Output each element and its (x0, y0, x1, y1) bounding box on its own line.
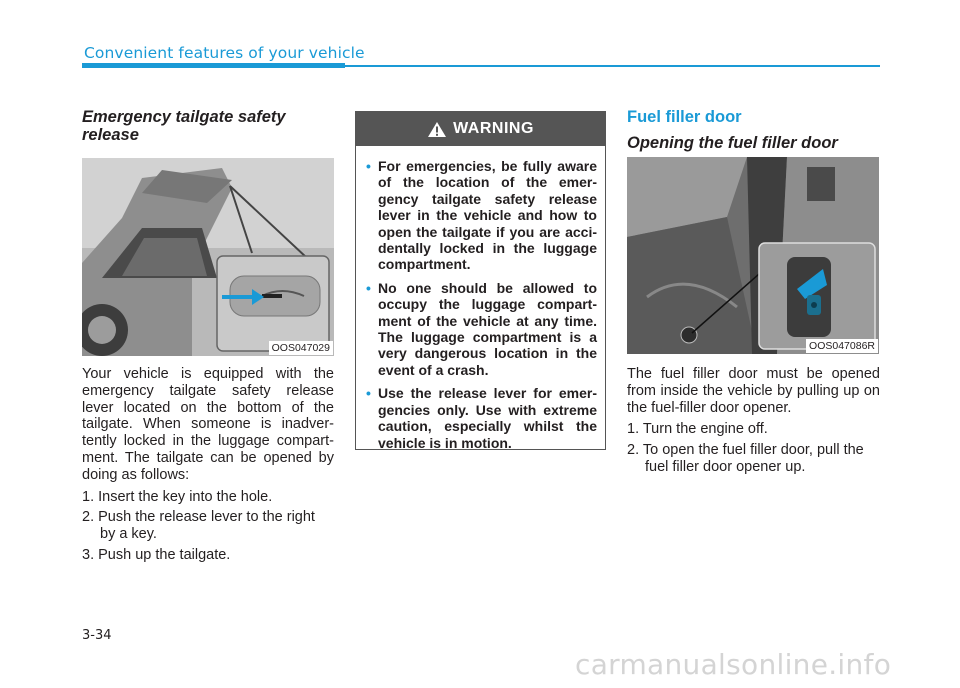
fuel-door-illustration (627, 157, 879, 354)
warning-item (366, 158, 597, 273)
page-number: 3-34 (82, 628, 112, 643)
bullet-icon: • (366, 279, 371, 296)
step-item: 3. Push up the tailgate. (82, 546, 231, 563)
figure-code: OOS047029 (269, 341, 333, 355)
bullet-icon: • (366, 385, 371, 402)
header-rule-thick (82, 63, 345, 68)
fuel-door-subheading: Opening the fuel filler door (627, 134, 838, 152)
warning-header (356, 112, 605, 146)
warning-item (366, 280, 597, 378)
right-column (627, 108, 880, 480)
fuel-door-heading: Fuel filler door (627, 108, 742, 126)
warning-title: WARNING (453, 120, 534, 137)
bullet-icon: • (366, 158, 371, 174)
fuel-door-paragraph: The fuel filler door must be opened from inside the vehicle by pulling up on the fuel-filler door opener. (627, 366, 880, 416)
section-title: Convenient features of your vehicle (84, 44, 365, 62)
warning-triangle-icon (427, 121, 447, 138)
tailgate-paragraph: Your vehicle is equipped with the emergency tailgate safety release lever located on the bottom of the tailgate. When someone is inadver-tently locked in the luggage compart-ment. The tailgate can be opened by doing as follows: (82, 366, 334, 483)
tailgate-illustration (82, 158, 334, 356)
warning-box (355, 111, 606, 450)
step-item: 1. Turn the engine off. (627, 421, 768, 438)
warning-item-text: No one should be allowed to occupy the luggage compart-ment of the vehicle at any time. The luggage compartment is a very dangerous location in the event of a crash. (378, 279, 597, 378)
warning-item (366, 385, 597, 451)
step-item: 2. To open the fuel filler door, pull the fuel filler door opener up. (627, 442, 864, 475)
figure-code: OOS047086R (806, 339, 878, 353)
tailgate-figure (82, 158, 334, 356)
fuel-door-figure (627, 157, 879, 354)
watermark: carmanualsonline.info (575, 648, 892, 681)
warning-item-text: For emergencies, be fully aware of the location of the emer-gency tailgate safety release lever in the vehicle and how to open the tailgate if you are acci-dentally locked in the luggage compartment. (378, 158, 597, 273)
header-rule-thin (345, 65, 880, 67)
fuel-door-steps (627, 421, 880, 475)
tailgate-release-heading: Emergency tailgate safety release (82, 108, 286, 144)
step-item: 1. Insert the key into the hole. (82, 488, 273, 505)
left-column (82, 108, 334, 568)
warning-list (356, 146, 605, 451)
step-item: 2. Push the release lever to the right by a key. (82, 509, 315, 543)
warning-item-text: Use the release lever for emer-gencies only. Use with extreme caution, especially whilst the vehicle is in motion. (378, 385, 597, 451)
tailgate-steps (82, 489, 334, 564)
